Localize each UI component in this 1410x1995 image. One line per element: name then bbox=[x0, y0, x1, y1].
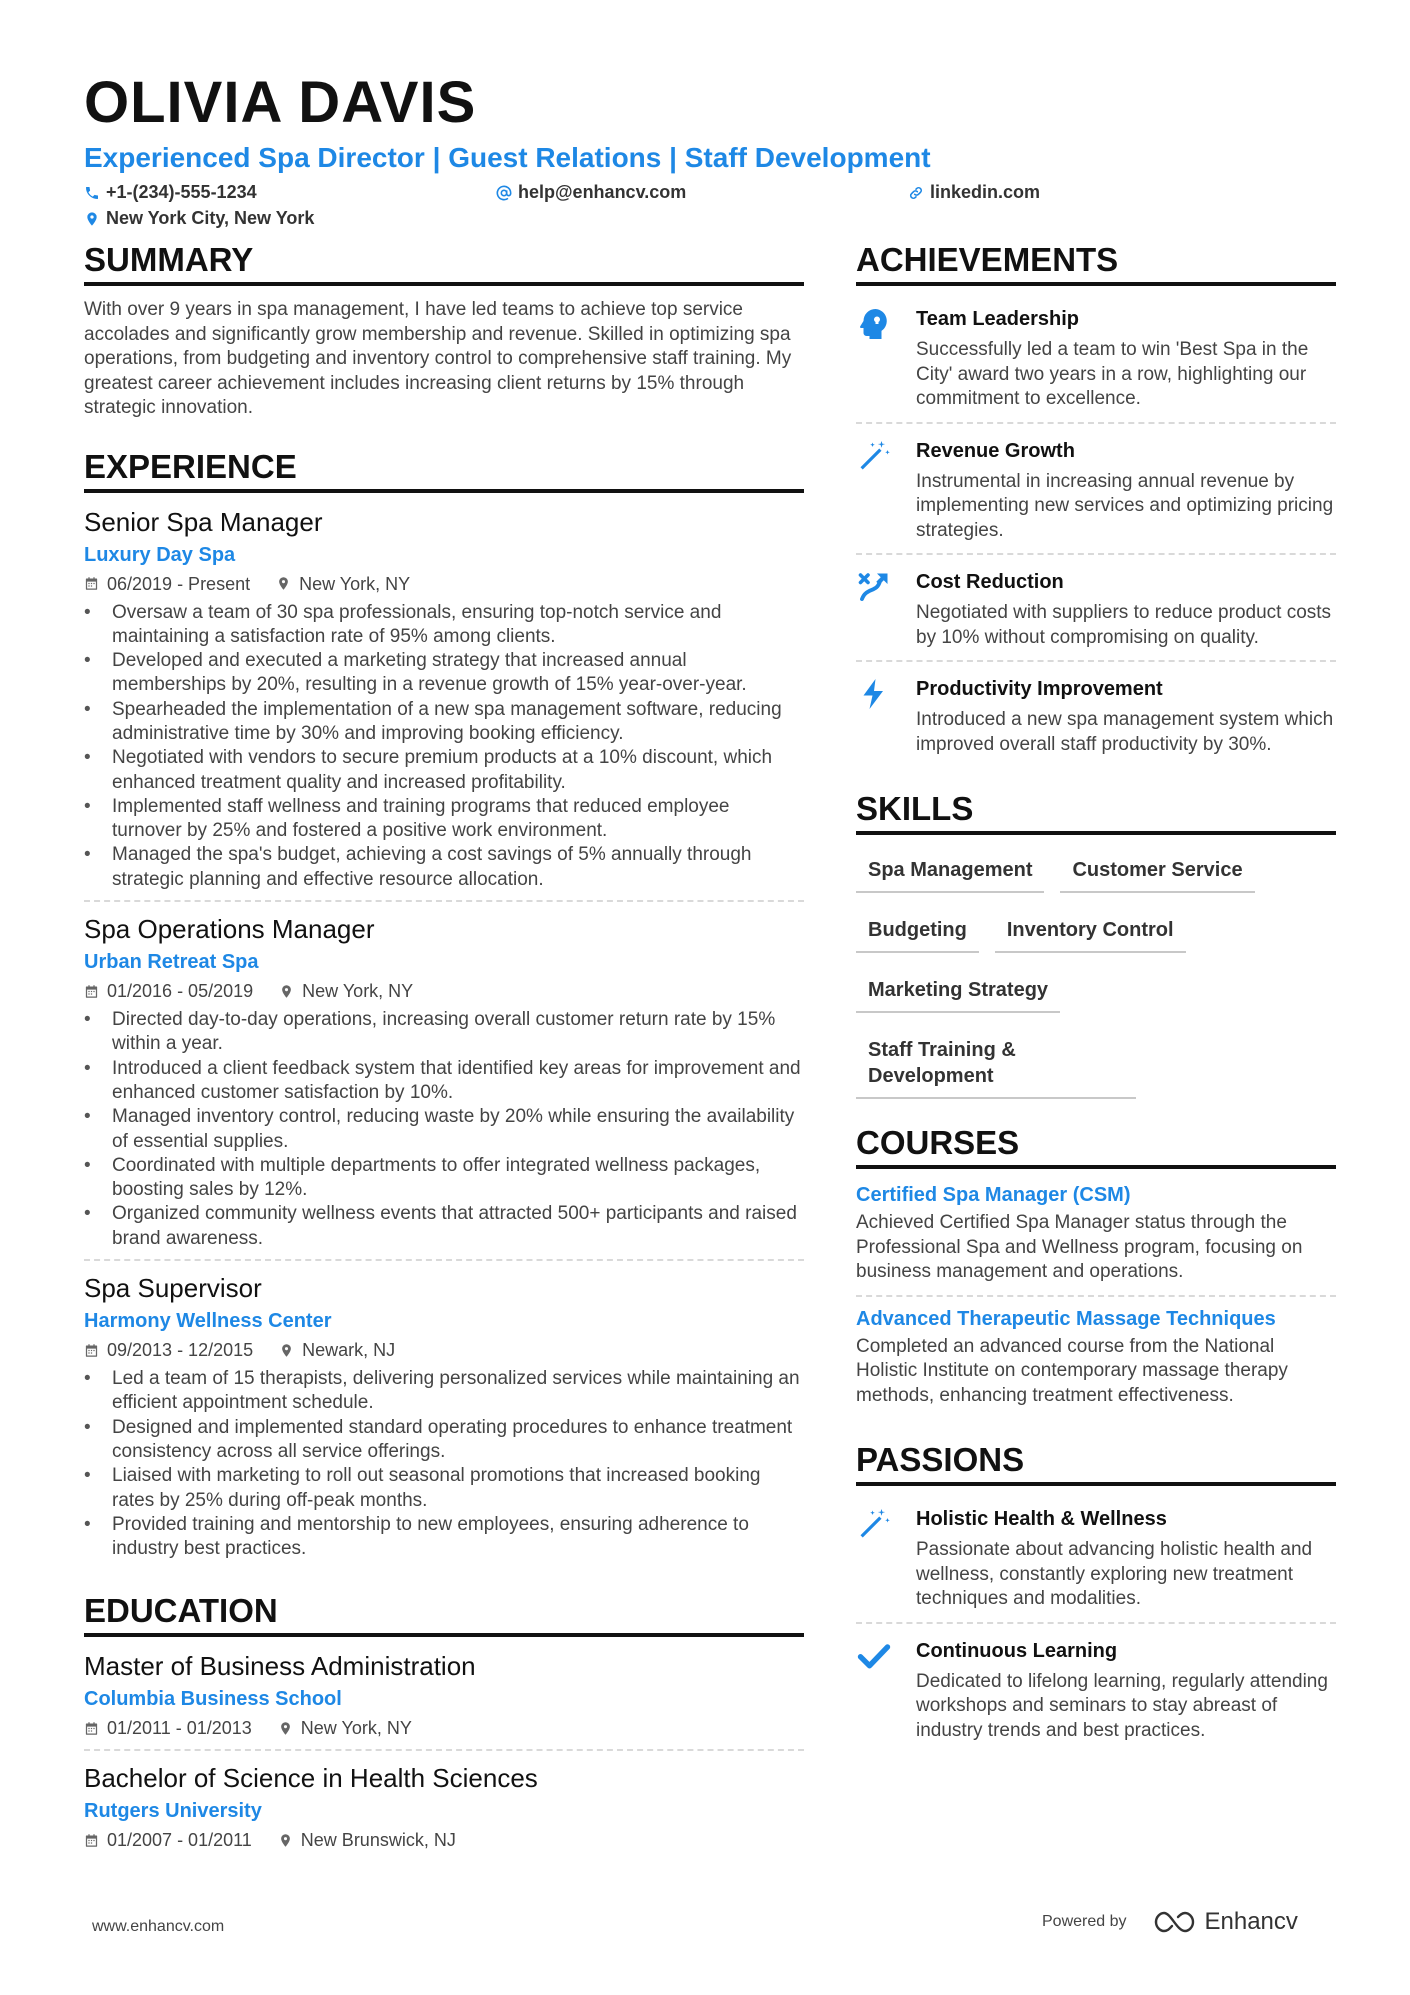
achievement-body bbox=[916, 674, 1336, 757]
skill-tag: Staff Training & Development bbox=[856, 1027, 1136, 1099]
job-location-text: New York, NY bbox=[299, 573, 411, 594]
education-location-text: New York, NY bbox=[300, 1718, 412, 1739]
route-icon bbox=[856, 569, 892, 605]
experience-section bbox=[84, 447, 804, 1570]
job-entry bbox=[84, 912, 804, 1261]
achievement-icon-wrap bbox=[856, 567, 898, 650]
course-title: Advanced Therapeutic Massage Techniques bbox=[856, 1307, 1276, 1330]
location-pin-icon bbox=[278, 1833, 293, 1848]
job-bullet: • Led a team of 15 therapists, delivering personalized services while maintaining an efficient appointment schedule. bbox=[84, 1367, 804, 1416]
job-bullet: • Coordinated with multiple departments to offer integrated wellness packages, boosting sales by 12%. bbox=[84, 1154, 804, 1203]
job-dates bbox=[84, 978, 253, 1004]
achievement-item bbox=[856, 298, 1336, 424]
job-dates-text: 06/2019 - Present bbox=[107, 573, 251, 594]
summary-heading: SUMMARY bbox=[84, 240, 804, 286]
location-pin-icon bbox=[276, 576, 291, 591]
achievement-icon-wrap bbox=[856, 674, 898, 757]
passion-desc: Dedicated to lifelong learning, regularly attending workshops and seminars to stay abreast of industry trends and best practices. bbox=[916, 1670, 1328, 1741]
job-location-text: New York, NY bbox=[302, 981, 414, 1002]
course-desc: Completed an advanced course from the National Holistic Institute on contemporary massage therapy methods, enhancing treatment effectiveness. bbox=[856, 1335, 1288, 1406]
summary-text: With over 9 years in spa management, I have led teams to achieve top service accolades and significantly grow membership and revenue. Skilled in optimizing spa operations, from budgeting and inventory control to comprehensive staff training. My greatest career achievement includes increasing client returns by 15% through strategic innovation. bbox=[84, 299, 792, 418]
achievement-icon-wrap bbox=[856, 436, 898, 544]
education-heading: EDUCATION bbox=[84, 1591, 804, 1637]
passion-icon-wrap bbox=[856, 1636, 898, 1744]
job-bullets bbox=[84, 601, 804, 893]
enhancv-logo[interactable] bbox=[1153, 1908, 1298, 1936]
job-bullet: • Negotiated with vendors to secure premium products at a 10% discount, which enhanced treatment quality and increased profitability. bbox=[84, 746, 804, 795]
calendar-icon bbox=[84, 984, 99, 999]
achievement-desc: Successfully led a team to win 'Best Spa in the City' award two years in a row, highlighting our commitment to excellence. bbox=[916, 339, 1309, 409]
linkedin-text[interactable]: linkedin.com bbox=[930, 182, 1041, 202]
courses-heading: COURSES bbox=[856, 1123, 1336, 1169]
degree-title: Master of Business Administration bbox=[84, 1651, 476, 1682]
calendar-icon bbox=[84, 1833, 99, 1848]
phone-text: +1-(234)-555-1234 bbox=[106, 182, 257, 202]
education-location bbox=[278, 1715, 412, 1741]
job-bullets bbox=[84, 1367, 804, 1561]
course-item bbox=[856, 1181, 1336, 1297]
location-text: New York City, New York bbox=[106, 208, 315, 228]
email-contact[interactable] bbox=[496, 182, 686, 203]
achievement-body bbox=[916, 304, 1336, 412]
job-bullet: • Provided training and mentorship to new employees, ensuring adherence to industry best practices. bbox=[84, 1513, 804, 1562]
skill-tag: Inventory Control bbox=[995, 907, 1186, 953]
phone-contact bbox=[84, 182, 257, 203]
job-bullet: • Introduced a client feedback system that identified key areas for improvement and enhanced customer satisfaction by 10%. bbox=[84, 1057, 804, 1106]
passion-item bbox=[856, 1498, 1336, 1624]
education-meta bbox=[84, 1827, 804, 1853]
location-pin-icon bbox=[279, 984, 294, 999]
summary-section bbox=[84, 240, 804, 421]
footer-branding bbox=[1042, 1908, 1298, 1936]
passion-icon-wrap bbox=[856, 1504, 898, 1612]
achievements-section bbox=[856, 240, 1336, 767]
job-dates-text: 01/2016 - 05/2019 bbox=[107, 981, 254, 1002]
courses-section bbox=[856, 1123, 1336, 1418]
job-bullet: • Spearheaded the implementation of a new spa management software, reducing administrative time by 30% and improving booking efficiency. bbox=[84, 698, 804, 747]
achievement-title: Team Leadership bbox=[916, 308, 1080, 330]
education-dates-text: 01/2011 - 01/2013 bbox=[107, 1718, 252, 1739]
experience-heading: EXPERIENCE bbox=[84, 447, 804, 493]
education-dates bbox=[84, 1715, 252, 1741]
company-name: Urban Retreat Spa bbox=[84, 951, 259, 974]
job-bullet: • Implemented staff wellness and training programs that reduced employee turnover by 25% and fostered a positive work environment. bbox=[84, 795, 804, 844]
passion-title: Holistic Health & Wellness bbox=[916, 1508, 1167, 1530]
passions-heading: PASSIONS bbox=[856, 1440, 1336, 1486]
course-desc: Achieved Certified Spa Manager status through the Professional Spa and Wellness program, focusing on business management and operations. bbox=[856, 1212, 1303, 1282]
passion-body bbox=[916, 1636, 1336, 1744]
location-pin-icon bbox=[278, 1721, 293, 1736]
degree-title: Bachelor of Science in Health Sciences bbox=[84, 1763, 538, 1794]
job-bullet: • Managed inventory control, reducing waste by 20% while ensuring the availability of essential supplies. bbox=[84, 1105, 804, 1154]
location-pin-icon bbox=[84, 211, 100, 227]
head-icon bbox=[856, 306, 892, 342]
location-pin-icon bbox=[279, 1343, 294, 1358]
linkedin-contact[interactable] bbox=[908, 182, 1040, 203]
footer-website[interactable]: www.enhancv.com bbox=[92, 1918, 225, 1935]
education-location-text: New Brunswick, NJ bbox=[300, 1830, 456, 1851]
passion-desc: Passionate about advancing holistic health and wellness, constantly exploring new treatment techniques and modalities. bbox=[916, 1539, 1313, 1609]
job-bullet: • Developed and executed a marketing strategy that increased annual memberships by 20%, resulting in a revenue growth of 15% year-over-year. bbox=[84, 649, 804, 698]
job-bullet: • Designed and implemented standard operating procedures to enhance treatment consistency across all service offerings. bbox=[84, 1416, 804, 1465]
job-meta bbox=[84, 1337, 804, 1363]
achievement-body bbox=[916, 567, 1336, 650]
achievement-item bbox=[856, 430, 1336, 556]
location-contact bbox=[84, 208, 314, 229]
skill-tag: Budgeting bbox=[856, 907, 979, 953]
skill-tag: Marketing Strategy bbox=[856, 967, 1060, 1013]
job-title: Spa Supervisor bbox=[84, 1273, 262, 1304]
job-dates bbox=[84, 571, 250, 597]
job-bullet: • Liaised with marketing to roll out seasonal promotions that increased booking rates by 25% during off-peak months. bbox=[84, 1464, 804, 1513]
company-name: Harmony Wellness Center bbox=[84, 1310, 332, 1333]
job-meta bbox=[84, 978, 804, 1004]
job-bullets bbox=[84, 1008, 804, 1251]
job-location bbox=[276, 571, 410, 597]
email-text[interactable]: help@enhancv.com bbox=[518, 182, 687, 202]
education-entry bbox=[84, 1761, 804, 1861]
job-location-text: Newark, NJ bbox=[302, 1340, 396, 1361]
skills-heading: SKILLS bbox=[856, 789, 1336, 835]
achievement-body bbox=[916, 436, 1336, 544]
education-section bbox=[84, 1591, 804, 1861]
passion-body bbox=[916, 1504, 1336, 1612]
course-title: Certified Spa Manager (CSM) bbox=[856, 1184, 1131, 1206]
job-bullet: • Managed the spa's budget, achieving a cost savings of 5% annually through strategic planning and effective resource allocation. bbox=[84, 843, 804, 892]
candidate-name: OLIVIA DAVIS bbox=[84, 70, 477, 135]
enhancv-logo-icon bbox=[1153, 1909, 1197, 1935]
powered-by-text: Powered by bbox=[1042, 1913, 1127, 1930]
education-meta bbox=[84, 1715, 804, 1741]
calendar-icon bbox=[84, 1721, 99, 1736]
calendar-icon bbox=[84, 1343, 99, 1358]
job-dates-text: 09/2013 - 12/2015 bbox=[107, 1340, 254, 1361]
achievement-title: Revenue Growth bbox=[916, 439, 1075, 462]
skill-tag: Spa Management bbox=[856, 847, 1044, 893]
skills-list bbox=[856, 847, 1336, 1099]
job-bullet: • Directed day-to-day operations, increasing overall customer return rate by 15% within a year. bbox=[84, 1008, 804, 1057]
magic-wand-icon bbox=[856, 1506, 892, 1542]
education-entry bbox=[84, 1649, 804, 1751]
candidate-title: Experienced Spa Director | Guest Relations | Staff Development bbox=[84, 142, 931, 173]
contact-info bbox=[84, 178, 1334, 232]
achievements-heading: ACHIEVEMENTS bbox=[856, 240, 1336, 286]
at-icon bbox=[496, 185, 512, 201]
job-title: Senior Spa Manager bbox=[84, 506, 323, 537]
job-location bbox=[279, 978, 413, 1004]
resume-header bbox=[84, 70, 1334, 232]
phone-icon bbox=[84, 185, 100, 201]
achievement-title: Productivity Improvement bbox=[916, 678, 1163, 700]
skill-tag: Customer Service bbox=[1060, 847, 1254, 893]
education-dates bbox=[84, 1827, 252, 1853]
job-meta bbox=[84, 571, 804, 597]
job-location bbox=[279, 1337, 395, 1363]
education-dates-text: 01/2007 - 01/2011 bbox=[107, 1830, 252, 1851]
lightning-icon bbox=[856, 676, 892, 712]
job-dates bbox=[84, 1337, 253, 1363]
right-column bbox=[856, 240, 1336, 1759]
job-bullet: • Organized community wellness events that attracted 500+ participants and raised brand awareness. bbox=[84, 1202, 804, 1251]
school-name: Rutgers University bbox=[84, 1800, 262, 1823]
job-title: Spa Operations Manager bbox=[84, 914, 375, 945]
achievement-item bbox=[856, 668, 1336, 767]
job-bullet: • Oversaw a team of 30 spa professionals, ensuring top-notch service and maintaining a satisfaction rate of 95% among clients. bbox=[84, 601, 804, 650]
job-entry bbox=[84, 505, 804, 903]
achievement-icon-wrap bbox=[856, 304, 898, 412]
company-name: Luxury Day Spa bbox=[84, 543, 236, 566]
link-icon bbox=[908, 185, 924, 201]
brand-name: Enhancv bbox=[1204, 1908, 1298, 1935]
skills-section bbox=[856, 789, 1336, 1099]
passions-section bbox=[856, 1440, 1336, 1753]
achievement-item bbox=[856, 561, 1336, 662]
course-item bbox=[856, 1305, 1336, 1419]
left-column bbox=[84, 240, 804, 1871]
achievement-desc: Instrumental in increasing annual revenue by implementing new services and optimizing pricing strategies. bbox=[916, 470, 1334, 541]
achievement-title: Cost Reduction bbox=[916, 571, 1064, 593]
school-name: Columbia Business School bbox=[84, 1688, 342, 1711]
education-location bbox=[278, 1827, 456, 1853]
checkmark-icon bbox=[856, 1638, 892, 1674]
magic-wand-icon bbox=[856, 438, 892, 474]
job-entry bbox=[84, 1271, 804, 1569]
passion-title: Continuous Learning bbox=[916, 1639, 1118, 1662]
passion-item bbox=[856, 1630, 1336, 1754]
achievement-desc: Introduced a new spa management system which improved overall staff productivity by 30%. bbox=[916, 709, 1334, 755]
achievement-desc: Negotiated with suppliers to reduce product costs by 10% without compromising on quality. bbox=[916, 602, 1332, 648]
calendar-icon bbox=[84, 576, 99, 591]
